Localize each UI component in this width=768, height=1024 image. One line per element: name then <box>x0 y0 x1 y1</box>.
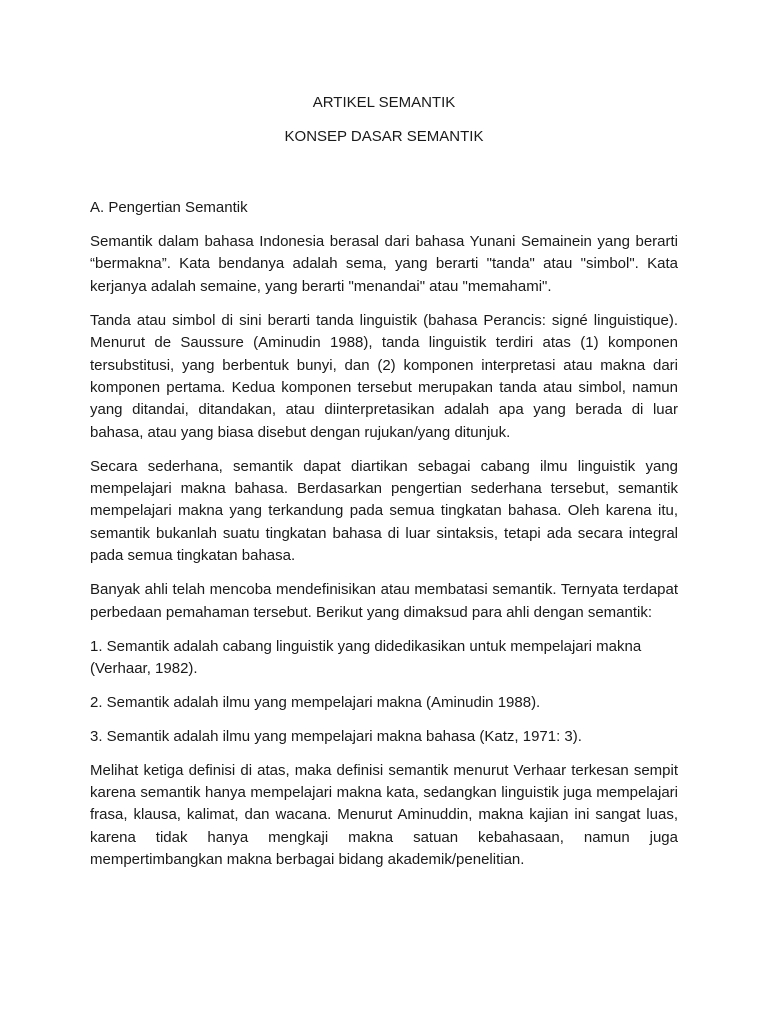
title-block <box>0 93 768 147</box>
paragraph: Tanda atau simbol di sini berarti tanda linguistik (bahasa Perancis: signé linguistique). Menurut de Saussure (Aminudin 1988), tanda linguistik terdiri atas (1) komponen tersubstitusi, yang berbentuk bunyi, dan (2) komponen interpretasi atau makna dari komponen pertama. Kedua komponen tersebut merupakan tanda atau simbol, namun yang ditandai, ditandakan, atau diinterpretasikan adalah apa yang berada di luar bahasa, atau yang biasa disebut dengan rujukan/yang ditunjuk. <box>90 311 678 441</box>
section-heading: A. Pengertian Semantik <box>90 199 248 216</box>
list-item: 2. Semantik adalah ilmu yang mempelajari makna (Aminudin 1988). <box>90 693 541 711</box>
document-body <box>90 198 678 872</box>
document-title: ARTIKEL SEMANTIK <box>312 94 456 111</box>
closing-paragraph: Melihat ketiga definisi di atas, maka definisi semantik menurut Verhaar terkesan sempit karena semantik hanya mempelajari makna kata, sedangkan linguistik juga mempelajari frasa, klausa, kalimat, dan wacana. Menurut Aminuddin, makna kajian ini sangat luas, karena tidak hanya mengkaji makna satuan kebahasaan, namun juga mempertimbangkan makna berbagai bidang akademik/penelitian. <box>90 761 678 869</box>
paragraph: Semantik dalam bahasa Indonesia berasal dari bahasa Yunani Semainein yang berarti “bermakna”. Kata bendanya adalah sema, yang berarti "tanda" atau "simbol". Kata kerjanya adalah semaine, yang berarti "menandai" atau "memahami". <box>90 233 678 295</box>
paragraph: Secara sederhana, semantik dapat diartikan sebagai cabang ilmu linguistik yang mempelajari makna bahasa. Berdasarkan pengertian sederhana tersebut, semantik mempelajari makna yang terkandung pada semua tingkatan bahasa. Oleh karena itu, semantik bukanlah suatu tingkatan bahasa di luar sintaksis, tetapi ada secara integral pada semua tingkatan bahasa. <box>90 457 678 565</box>
list-item: 3. Semantik adalah ilmu yang mempelajari makna bahasa (Katz, 1971: 3). <box>90 727 582 745</box>
document-subtitle: KONSEP DASAR SEMANTIK <box>284 128 484 145</box>
paragraph: Banyak ahli telah mencoba mendefinisikan atau membatasi semantik. Ternyata terdapat perbedaan pemahaman tersebut. Berikut yang dimaksud para ahli dengan semantik: <box>90 581 678 621</box>
list-item: 1. Semantik adalah cabang linguistik yang didedikasikan untuk mempelajari makna (Verhaar, 1982). <box>90 637 642 677</box>
